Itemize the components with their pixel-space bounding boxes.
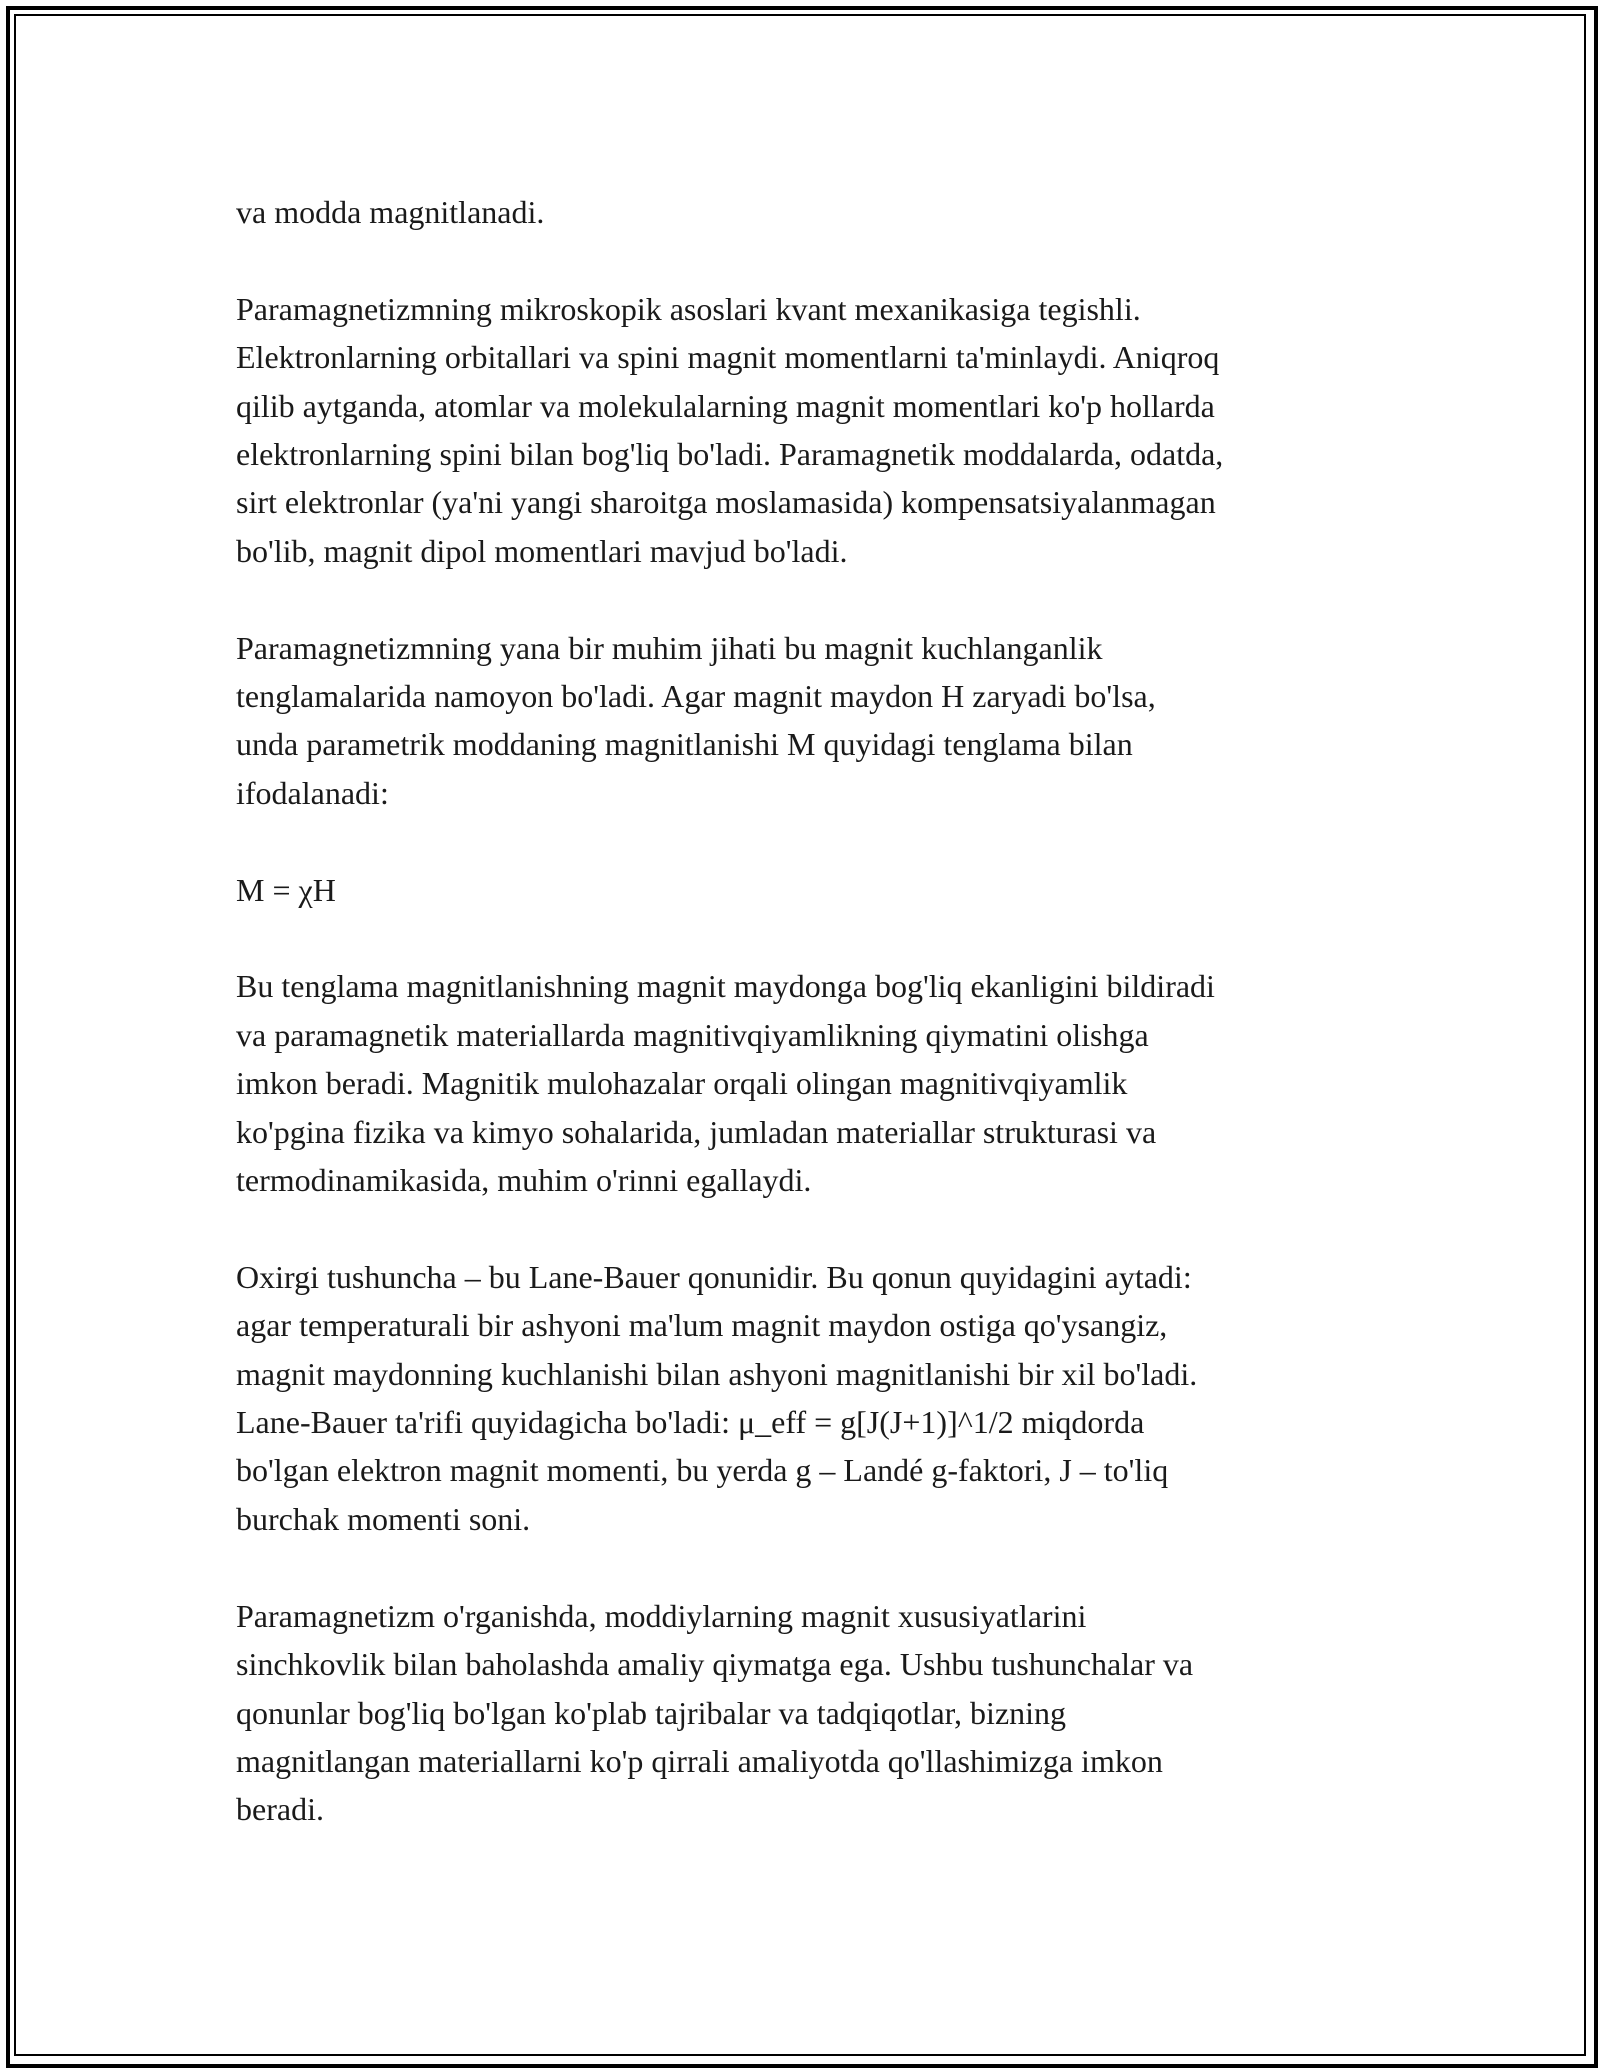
equation-magnetization: M = χH <box>236 871 336 908</box>
paragraph-magnetization-equation-intro: Paramagnetizmning yana bir muhim jihati bu magnit kuchlanganlik tenglamalarida namoyon bo'ladi. Agar magnit maydon H zaryadi bo'lsa, unda parametrik moddaning magnitlanishi M quyidagi tenglama bilan ifodalanadi: <box>236 629 1156 811</box>
paragraph-susceptibility: Bu tenglama magnitlanishning magnit maydonga bog'liq ekanligini bildiradi va paramagnetik materiallarda magnitivqiyamlikning qiymatini olishga imkon beradi. Magnitik mulohazalar orqali olingan magnitivqiyamlik ko'pgina fizika va kimyo sohalarida, jumladan materiallar strukturasi va termodinamikasida, muhim o'rinni egallaydi. <box>236 968 1215 1199</box>
paragraph-lane-bauer-law: Oxirgi tushuncha – bu Lane-Bauer qonunidir. Bu qonun quyidagini aytadi: agar temperaturali bir ashyoni ma'lum magnit maydon ostiga qo'ysangiz, magnit maydonning kuchlanishi bilan ashyoni magnitlanishi bir xil bo'ladi. Lane-Bauer ta'rifi quyidagicha bo'ladi: μ_eff = g[J(J+1)]^1/2 miqdorda bo'lgan elektron magnit momenti, bu yerda g – Landé g-faktori, J – to'liq burchak momenti soni. <box>236 1258 1198 1537</box>
paragraph-microscopic-basis: Paramagnetizmning mikroskopik asoslari kvant mexanikasiga tegishli. Elektronlarning orbitallari va spini magnit momentlarni ta'minlaydi. Aniqroq qilib aytganda, atomlar va molekulalarning magnit momentlari ko'p hollarda elektronlarning spini bilan bog'liq bo'ladi. Paramagnetik moddalarda, odatda, sirt elektronlar (ya'ni yangi sharoitga moslamasida) kompensatsiyalanmagan bo'lib, magnit dipol momentlari mavjud bo'ladi. <box>236 290 1224 569</box>
paragraph-continuation: va modda magnitlanadi. <box>236 194 545 230</box>
paragraph-conclusion: Paramagnetizm o'rganishda, moddiylarning magnit xususiyatlarini sinchkovlik bilan baholashda amaliy qiymatga ega. Ushbu tushunchalar va qonunlar bog'liq bo'lgan ko'plab tajribalar va tadqiqotlar, bizning magnitlangan materiallarni ko'p qirrali amaliyotda qo'llashimizga imkon beradi. <box>236 1597 1194 1828</box>
document-body <box>236 188 1396 1834</box>
